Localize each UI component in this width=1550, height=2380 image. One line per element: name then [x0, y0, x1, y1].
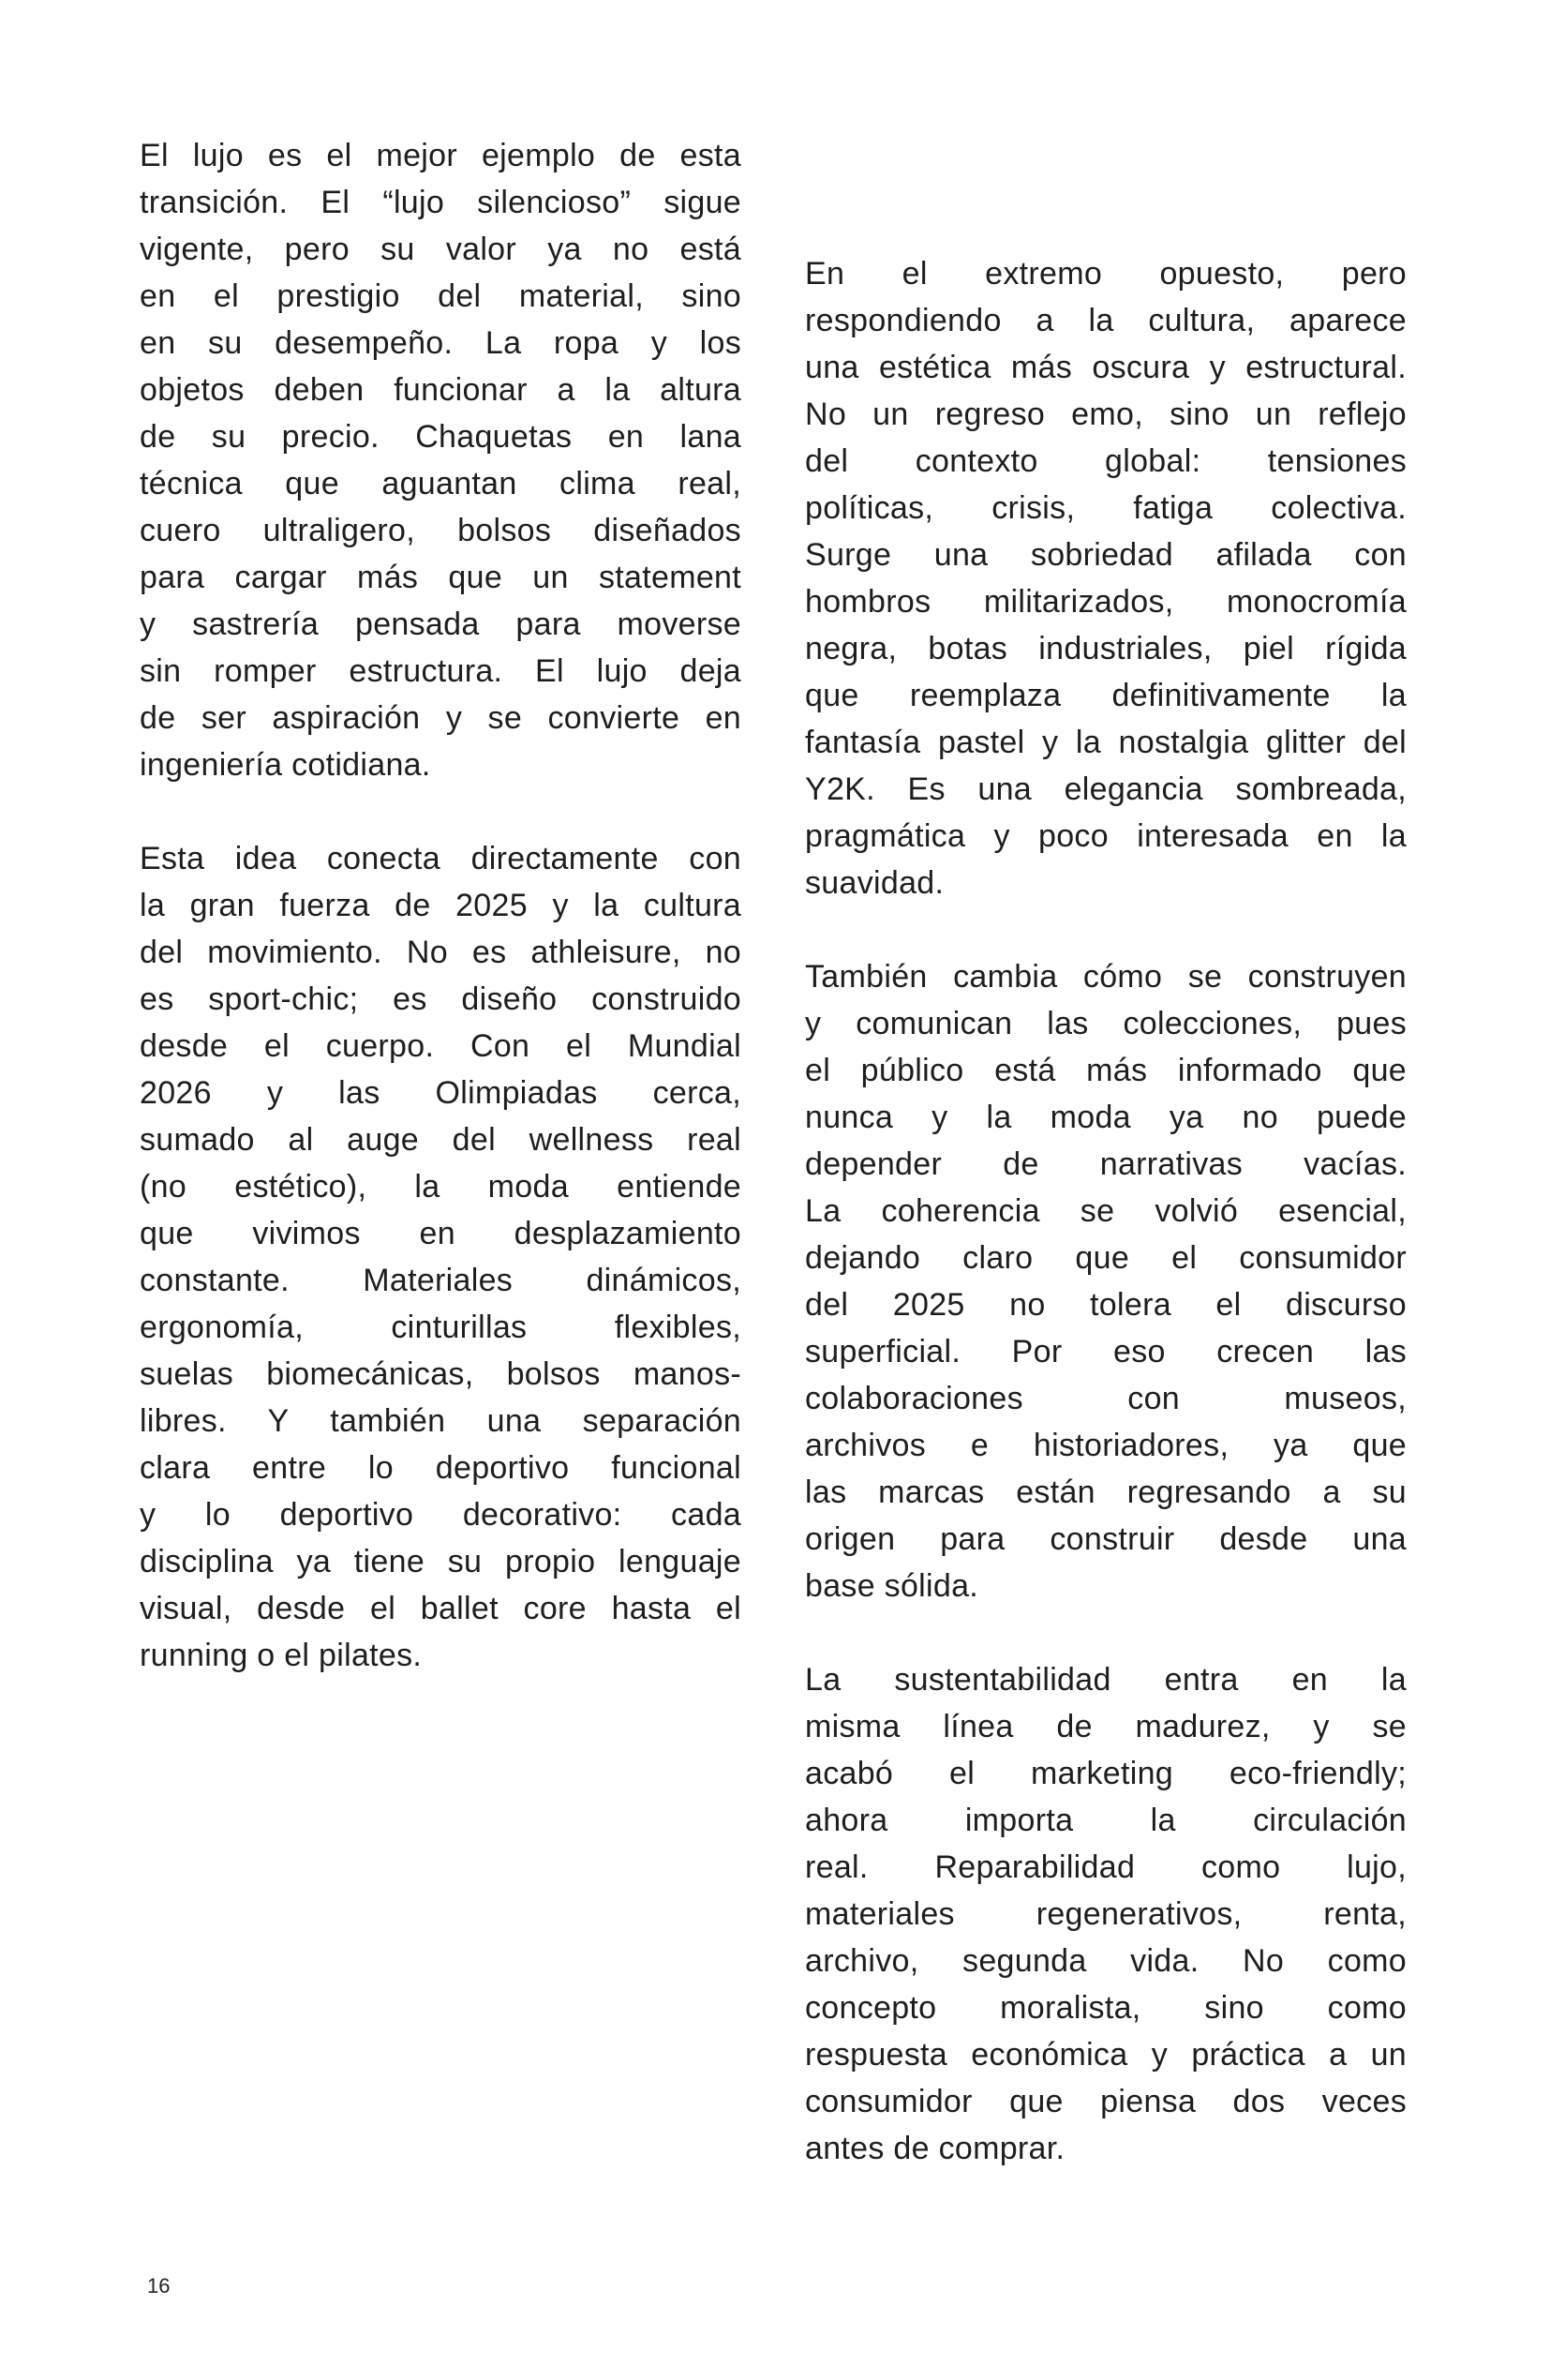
- text-line: ergonomía, cinturillas flexibles,: [140, 1310, 741, 1345]
- text-line: constante. Materiales dinámicos,: [140, 1263, 741, 1298]
- paragraph: [140, 132, 741, 788]
- text-line: técnica que aguantan clima real,: [140, 466, 741, 501]
- text-line: disciplina ya tiene su propio lenguaje: [140, 1544, 741, 1579]
- paragraph: [805, 953, 1407, 1609]
- text-line: materiales regenerativos, renta,: [805, 1896, 1407, 1932]
- text-line: y sastrería pensada para moverse: [140, 606, 741, 642]
- text-line: Y2K. Es una elegancia sombreada,: [805, 771, 1407, 807]
- text-line: objetos deben funcionar a la altura: [140, 372, 741, 408]
- text-line: es sport-chic; es diseño construido: [140, 981, 741, 1017]
- text-line: ahora importa la circulación: [805, 1803, 1407, 1838]
- text-line: nunca y la moda ya no puede: [805, 1100, 1407, 1135]
- text-line: negra, botas industriales, piel rígida: [805, 631, 1407, 666]
- text-line: hombros militarizados, monocromía: [805, 584, 1407, 620]
- right-column: [805, 250, 1407, 2219]
- text-line: suelas biomecánicas, bolsos manos-: [140, 1356, 741, 1392]
- text-line: También cambia cómo se construyen: [805, 959, 1407, 995]
- text-line: clara entre lo deportivo funcional: [140, 1450, 741, 1486]
- text-line: archivo, segunda vida. No como: [805, 1943, 1407, 1979]
- text-line: que vivimos en desplazamiento: [140, 1216, 741, 1251]
- text-line: y comunican las colecciones, pues: [805, 1006, 1407, 1041]
- text-line: ingeniería cotidiana.: [140, 747, 431, 783]
- text-line: concepto moralista, sino como: [805, 1990, 1407, 2026]
- text-line: desde el cuerpo. Con el Mundial: [140, 1028, 741, 1064]
- text-line: en el prestigio del material, sino: [140, 278, 741, 314]
- text-line: de su precio. Chaquetas en lana: [140, 419, 741, 455]
- text-line: La coherencia se volvió esencial,: [805, 1193, 1407, 1229]
- paragraph: [805, 250, 1407, 906]
- text-line: archivos e historiadores, ya que: [805, 1428, 1407, 1463]
- text-line: running o el pilates.: [140, 1638, 423, 1673]
- text-line: vigente, pero su valor ya no está: [140, 232, 741, 267]
- text-line: el público está más informado que: [805, 1053, 1407, 1088]
- text-line: (no estético), la moda entiende: [140, 1169, 741, 1205]
- paragraph: [805, 1656, 1407, 2172]
- text-line: acabó el marketing eco-friendly;: [805, 1756, 1407, 1791]
- text-line: que reemplaza definitivamente la: [805, 678, 1407, 713]
- text-line: consumidor que piensa dos veces: [805, 2084, 1407, 2119]
- text-line: las marcas están regresando a su: [805, 1474, 1407, 1510]
- paragraph: [140, 835, 741, 1679]
- text-line: para cargar más que un statement: [140, 560, 741, 595]
- text-line: La sustentabilidad entra en la: [805, 1662, 1407, 1698]
- text-line: transición. El “lujo silencioso” sigue: [140, 185, 741, 220]
- text-line: del 2025 no tolera el discurso: [805, 1287, 1407, 1323]
- text-line: misma línea de madurez, y se: [805, 1709, 1407, 1744]
- text-line: la gran fuerza de 2025 y la cultura: [140, 888, 741, 923]
- text-line: real. Reparabilidad como lujo,: [805, 1849, 1407, 1885]
- text-line: sin romper estructura. El lujo deja: [140, 653, 741, 689]
- text-line: Surge una sobriedad afilada con: [805, 537, 1407, 573]
- text-line: No un regreso emo, sino un reflejo: [805, 397, 1407, 432]
- text-line: en su desempeño. La ropa y los: [140, 325, 741, 361]
- text-line: del movimiento. No es athleisure, no: [140, 935, 741, 970]
- text-line: libres. Y también una separación: [140, 1403, 741, 1439]
- text-line: sumado al auge del wellness real: [140, 1122, 741, 1158]
- text-line: dejando claro que el consumidor: [805, 1240, 1407, 1276]
- text-line: superficial. Por eso crecen las: [805, 1334, 1407, 1370]
- text-line: respondiendo a la cultura, aparece: [805, 303, 1407, 338]
- text-line: de ser aspiración y se convierte en: [140, 700, 741, 736]
- text-line: antes de comprar.: [805, 2131, 1066, 2166]
- text-line: depender de narrativas vacías.: [805, 1146, 1407, 1182]
- text-line: El lujo es el mejor ejemplo de esta: [140, 138, 741, 173]
- text-line: base sólida.: [805, 1568, 979, 1604]
- left-column: [140, 132, 741, 1726]
- text-line: visual, desde el ballet core hasta el: [140, 1591, 741, 1626]
- text-line: 2026 y las Olimpiadas cerca,: [140, 1075, 741, 1111]
- text-line: origen para construir desde una: [805, 1521, 1407, 1557]
- text-line: fantasía pastel y la nostalgia glitter del: [805, 725, 1407, 760]
- text-line: y lo deportivo decorativo: cada: [140, 1497, 741, 1533]
- text-line: respuesta económica y práctica a un: [805, 2037, 1407, 2073]
- text-line: del contexto global: tensiones: [805, 443, 1407, 479]
- text-line: colaboraciones con museos,: [805, 1381, 1407, 1416]
- text-line: cuero ultraligero, bolsos diseñados: [140, 513, 741, 548]
- text-line: una estética más oscura y estructural.: [805, 350, 1407, 385]
- page-number: 16: [147, 2274, 171, 2298]
- text-line: suavidad.: [805, 865, 945, 901]
- text-line: pragmática y poco interesada en la: [805, 818, 1407, 854]
- text-line: En el extremo opuesto, pero: [805, 256, 1407, 292]
- text-line: Esta idea conecta directamente con: [140, 841, 741, 876]
- text-line: políticas, crisis, fatiga colectiva.: [805, 490, 1407, 526]
